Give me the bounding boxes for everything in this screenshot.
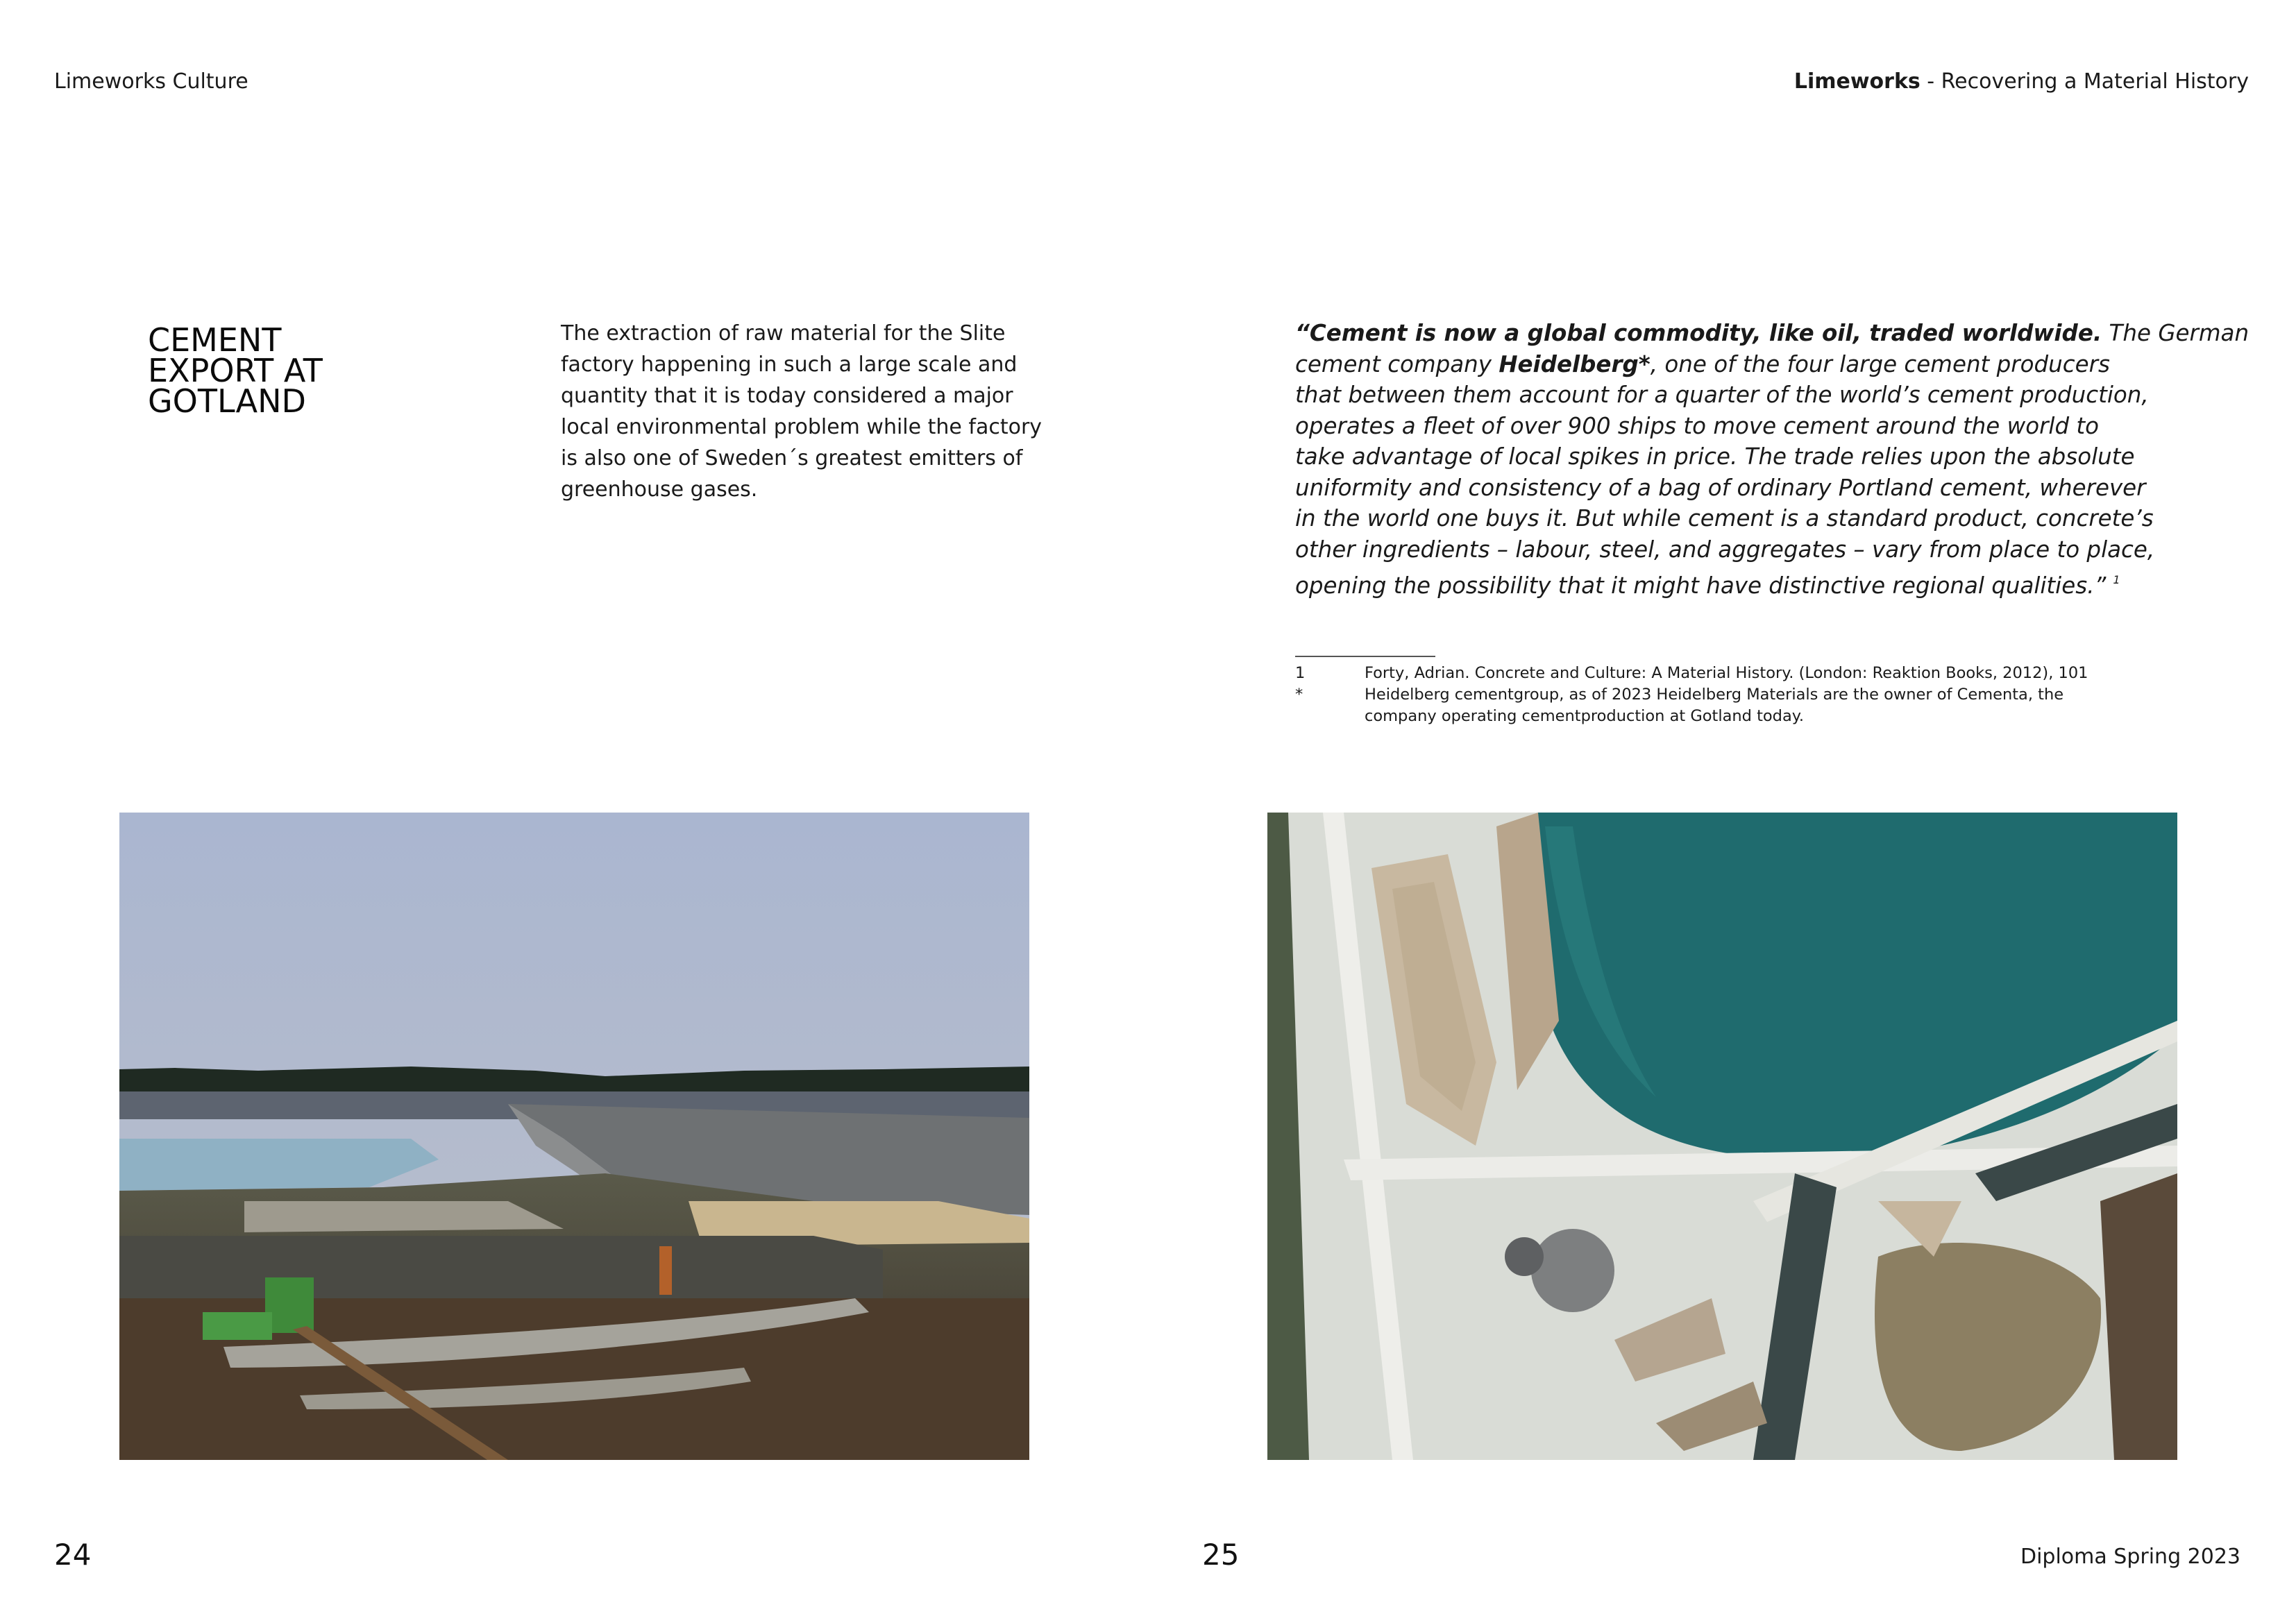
- quote-text: cement company: [1295, 350, 1499, 377]
- footnote-text: [1365, 684, 2063, 727]
- intro-line: quantity that it is today considered a major: [561, 384, 1013, 408]
- section-title-line: CEMENT: [148, 321, 282, 359]
- quote-line: [1295, 318, 2249, 349]
- footnote-mark: *: [1295, 686, 1303, 704]
- quarry-aerial-photo: [1267, 813, 2177, 1460]
- section-title: [148, 321, 425, 420]
- quote-text: , one of the four large cement producers: [1650, 350, 2110, 377]
- footnote-line: company operating cementproduction at Gotland today.: [1365, 707, 1805, 725]
- footnotes: [1295, 663, 2197, 727]
- intro-line: local environmental problem while the factory: [561, 415, 1043, 439]
- footnote-rule: [1295, 656, 1435, 657]
- running-footer-right: Diploma Spring 2023: [2020, 1545, 2240, 1569]
- quote-line: uniformity and consistency of a bag of ordinary Portland cement, wherever: [1295, 474, 2146, 501]
- quote-bold-text: “Cement is now a global commodity, like oil, traded worldwide.: [1295, 320, 2102, 346]
- intro-line: factory happening in such a large scale and: [561, 352, 1018, 377]
- running-header-left: Limeworks Culture: [54, 69, 248, 94]
- quote-line: [1295, 349, 2191, 380]
- intro-line: The extraction of raw material for the Slite: [561, 321, 1006, 346]
- quarry-aerial-illustration: [1267, 813, 2177, 1460]
- quote-line: that between them account for a quarter of the world’s cement production,: [1295, 382, 2149, 408]
- quote-line: [1295, 565, 2191, 602]
- page-number-right: 25: [1202, 1538, 1240, 1572]
- footnote-text: [1365, 663, 2088, 684]
- quote-line: operates a fleet of over 900 ships to move cement around the world to: [1295, 412, 2100, 439]
- running-header-right-rest: - Recovering a Material History: [1920, 69, 2249, 94]
- footnote-line: Forty, Adrian. Concrete and Culture: A Material History. (London: Reaktion Books, 2012), 101: [1365, 664, 2088, 682]
- running-header-right-bold: Limeworks: [1793, 69, 1921, 94]
- intro-line: greenhouse gases.: [561, 477, 758, 502]
- quarry-landscape-illustration: [119, 813, 1029, 1460]
- quote-block: [1295, 318, 2249, 602]
- intro-line: is also one of Sweden´s greatest emitters of: [561, 446, 1023, 470]
- quote-line: other ingredients – labour, steel, and aggregates – vary from place to place,: [1295, 536, 2155, 563]
- footnote-mark: 1: [1295, 664, 1306, 682]
- quote-line: in the world one buys it. But while cement is a standard product, concrete’s: [1295, 505, 2154, 532]
- quote-bold-company: Heidelberg*: [1499, 350, 1651, 377]
- footnote-line: Heidelberg cementgroup, as of 2023 Heidelberg Materials are the owner of Cementa, the: [1365, 686, 2064, 704]
- footnote: [1295, 684, 2197, 727]
- quote-text: opening the possibility that it might have distinctive regional qualities.”: [1295, 572, 2107, 599]
- running-header-right: [1794, 69, 2249, 94]
- quote-line: take advantage of local spikes in price. The trade relies upon the absolute: [1295, 443, 2135, 470]
- intro-paragraph: [561, 318, 1047, 505]
- footnote: [1295, 663, 2197, 684]
- quote-text: The German: [2102, 320, 2249, 346]
- footnote-reference[interactable]: 1: [2113, 573, 2120, 586]
- page-number-left: 24: [54, 1538, 92, 1572]
- quarry-landscape-photo: [119, 813, 1029, 1460]
- section-title-line: EXPORT AT: [148, 352, 323, 389]
- section-title-line: GOTLAND: [148, 382, 306, 420]
